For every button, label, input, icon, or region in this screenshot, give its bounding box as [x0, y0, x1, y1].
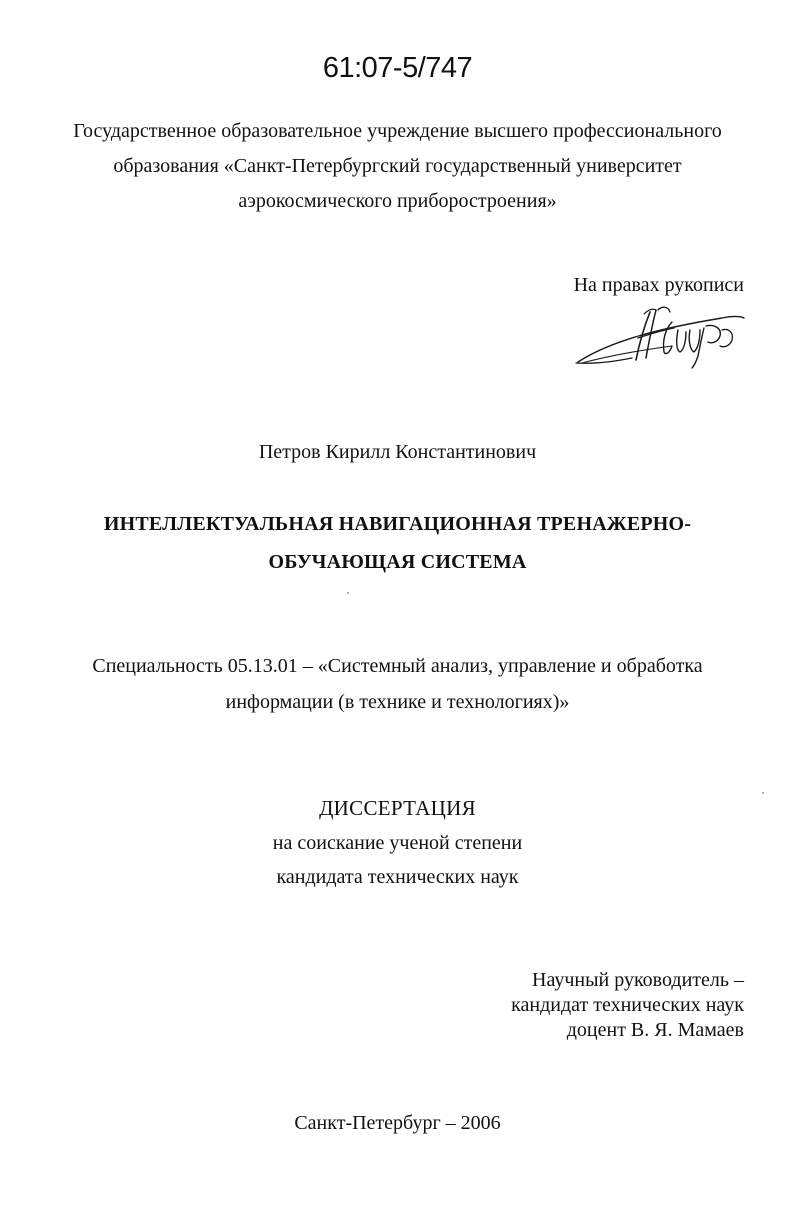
institution-line: аэрокосмического приборостроения» — [238, 190, 557, 212]
scientific-advisor-block — [440, 968, 744, 1043]
degree-line: на соискание ученой степени — [272, 832, 523, 854]
title-line: ИНТЕЛЛЕКТУАЛЬНАЯ НАВИГАЦИОННАЯ ТРЕНАЖЕРНО- — [103, 513, 692, 535]
institution-line: Государственное образовательное учреждение высшего профессионального — [73, 120, 722, 142]
author-name: Петров Кирилл Константинович — [258, 441, 537, 463]
specialty-line: Специальность 05.13.01 – «Системный анализ, управление и обработка — [92, 655, 703, 677]
manuscript-rights-note: На правах рукописи — [573, 274, 744, 296]
advisor-line: кандидат технических наук — [511, 994, 744, 1016]
dissertation-degree-block — [0, 790, 795, 894]
scan-speck — [347, 592, 349, 594]
advisor-line: доцент В. Я. Мамаев — [566, 1019, 744, 1041]
city-and-year: Санкт-Петербург – 2006 — [294, 1112, 501, 1134]
institution-line: образования «Санкт-Петербургский государственный университет — [113, 155, 682, 177]
library-stamp-number: 61:07-5/747 — [322, 52, 473, 84]
specialty-block — [0, 648, 795, 720]
dissertation-title — [0, 505, 795, 581]
specialty-line: информации (в технике и технологиях)» — [225, 691, 570, 713]
advisor-line: Научный руководитель – — [532, 969, 744, 991]
title-line: ОБУЧАЮЩАЯ СИСТЕМА — [268, 551, 527, 573]
signature-image — [572, 300, 752, 380]
degree-line: кандидата технических наук — [276, 866, 519, 888]
institution-block — [0, 114, 795, 219]
dissertation-heading: ДИССЕРТАЦИЯ — [319, 796, 476, 820]
